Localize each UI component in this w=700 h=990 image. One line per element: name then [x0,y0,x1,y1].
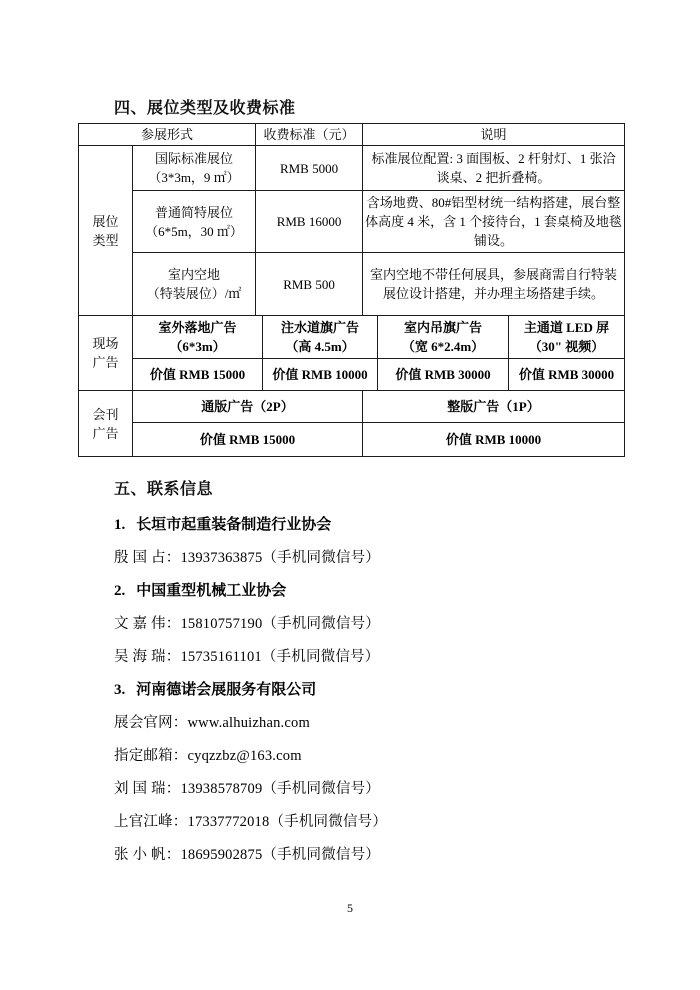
contact-line: 殷 国 占：13937363875（手机同微信号） [114,550,380,566]
org-number: 2. [114,583,126,599]
contact-line: 吴 海 瑞：15735161101（手机同微信号） [114,649,380,665]
ad-name: 注水道旗广告 [280,320,359,335]
booth-name-cell [133,191,256,253]
onsite-ads-table [78,315,625,391]
ad-size: （宽 6*2.4m） [401,339,485,354]
ad-name-cell [263,316,378,359]
ad-size: （6*3m） [169,339,226,354]
group-label-line: 广告 [92,425,119,441]
journal-name-cell: 通版广告（2P） [133,391,363,423]
org-name: 中国重型机械工业协会 [136,583,287,599]
group-label-line: 广告 [92,355,119,370]
group-label-line: 会刊 [92,406,119,422]
booth-group-label [79,146,133,316]
org-item [114,682,619,698]
table-row [79,316,625,359]
ad-name-cell [378,316,509,359]
desc-cell: 室内空地不带任何展具，参展商需自行特装展位设计搭建，并办理主场搭建手续。 [363,253,625,316]
journal-name-cell: 整版广告（1P） [363,391,625,423]
booth-types-table [78,123,625,316]
group-label-line: 类型 [92,232,119,248]
ad-name: 室外落地广告 [158,320,237,335]
group-label-line: 现场 [92,336,119,351]
booth-size: （6*5m，30 ㎡） [145,223,243,239]
journal-ads-table [78,390,625,457]
ad-value-cell: 价值 RMB 15000 [133,359,263,391]
header-desc-cell: 说明 [363,124,625,146]
booth-size: （3*3m，9 ㎡） [148,170,240,185]
ad-size: （30" 视频） [528,339,605,354]
fee-cell: RMB 5000 [256,146,363,191]
onsite-group-label [79,316,133,391]
ad-value-cell: 价值 RMB 30000 [509,359,625,391]
fee-cell: RMB 16000 [256,191,363,253]
table-row [79,391,625,423]
booth-size: （特装展位）/㎡ [146,286,242,301]
ad-name: 室内吊旗广告 [403,320,482,335]
org-name: 河南德诺会展服务有限公司 [136,682,317,698]
ad-name-cell [133,316,263,359]
booth-name: 普通简特展位 [155,204,234,220]
ad-value-cell: 价值 RMB 10000 [263,359,378,391]
booth-name: 室内空地 [168,267,221,282]
fee-cell: RMB 500 [256,253,363,316]
group-label-line: 展位 [92,213,119,229]
org-name: 长垣市起重装备制造行业协会 [136,517,332,533]
table-row [79,253,625,316]
fees-section-heading: 四、展位类型及收费标准 [114,100,296,117]
contact-line: 上官江峰：17337772018（手机同微信号） [114,814,388,830]
journal-value-cell: 价值 RMB 10000 [363,423,625,457]
contact-line: 文 嘉 伟：15810757190（手机同微信号） [114,616,380,632]
org-item [114,517,619,533]
fees-table [78,123,626,457]
journal-value-cell: 价值 RMB 15000 [133,423,363,457]
table-row [79,423,625,457]
header-form-cell: 参展形式 [79,124,256,146]
ad-value-cell: 价值 RMB 30000 [378,359,509,391]
ad-name-cell [509,316,625,359]
table-header-row [79,124,625,146]
page-number: 5 [347,901,353,915]
journal-group-label [79,391,133,457]
booth-name: 国际标准展位 [155,151,234,166]
ad-size: （高 4.5m） [285,339,355,354]
desc-cell: 标准展位配置: 3 面围板、2 杆射灯、1 张洽谈桌、2 把折叠椅。 [363,146,625,191]
org-item [114,583,619,599]
contacts-section [114,481,619,880]
contacts-section-heading: 五、联系信息 [114,481,214,498]
booth-name-cell [133,146,256,191]
ad-name: 主通道 LED 屏 [523,320,610,335]
booth-name-cell [133,253,256,316]
org-number: 1. [114,517,126,533]
org-number: 3. [114,682,126,698]
contact-line: 刘 国 瑞：13938578709（手机同微信号） [114,781,380,797]
contact-line-email: 指定邮箱：cyqzzbz@163.com [114,748,302,764]
table-row [79,146,625,191]
table-row [79,191,625,253]
table-row [79,359,625,391]
desc-cell: 含场地费、80#铝型材统一结构搭建，展台整体高度 4 米，含 1 个接待台，1 套桌椅及地毯铺设。 [363,191,625,253]
contact-line-website: 展会官网：www.alhuizhan.com [114,715,310,731]
contact-line: 张 小 帆：18695902875（手机同微信号） [114,847,380,863]
header-fee-cell: 收费标准（元） [256,124,363,146]
